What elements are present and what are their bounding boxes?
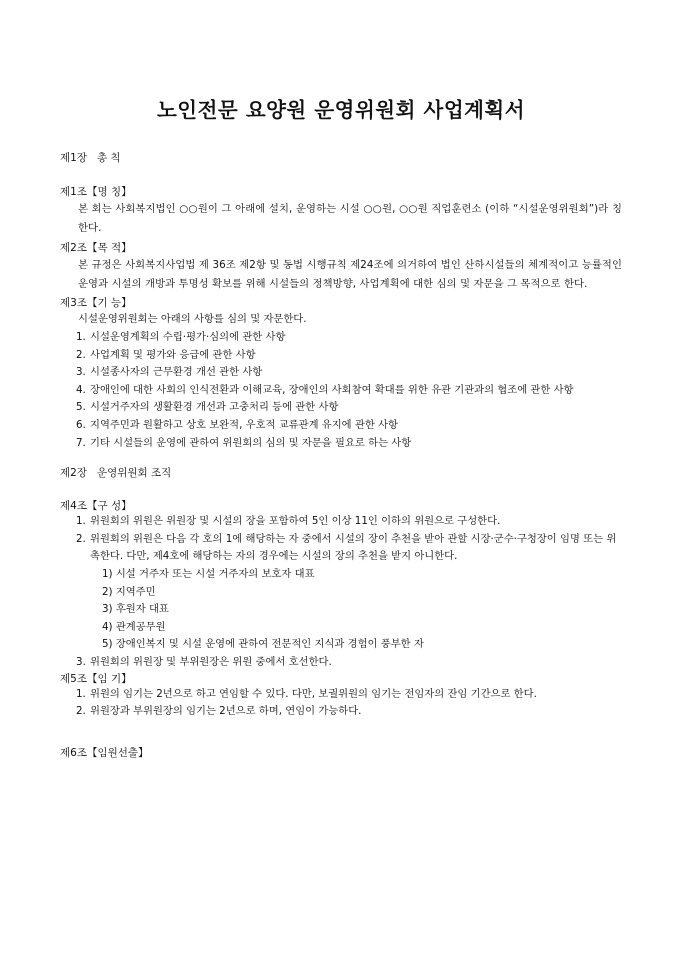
list-item: 1. 위원회의 위원은 위원장 및 시설의 장을 포함하여 5인 이상 11인 이하의 위원으로 구성한다.: [76, 515, 501, 528]
article-1-heading: 제1조【명 칭】: [60, 186, 132, 198]
list-item: 1. 시설운영계획의 수립·평가·심의에 관한 사항: [76, 331, 286, 343]
list-item: 1. 위원의 임기는 2년으로 하고 연임할 수 있다. 다만, 보궐위원의 임기는 전임자의 잔임 기간으로 한다.: [76, 687, 537, 700]
list-item: 7. 기타 시설들의 운영에 관하여 위원회의 심의 및 자문을 필요로 하는 사항: [76, 436, 412, 449]
list-item: 2. 위원장과 부위원장의 임기는 2년으로 하며, 연임이 가능하다.: [76, 705, 362, 718]
article-4-sublist: [60, 566, 622, 654]
chapter-1-name: 총 칙: [96, 152, 121, 164]
list-item: 5. 시설거주자의 생활환경 개선과 고충처리 등에 관한 사항: [76, 401, 339, 414]
chapter-2-label: 제2장: [60, 467, 87, 480]
article-5-list: [60, 686, 622, 721]
list-item: 4) 관계공무원: [102, 620, 166, 633]
list-item: 2. 사업계획 및 평가와 응급에 관한 사항: [76, 348, 256, 361]
article-2-body: 본 규정은 사회복지사업법 제 36조 제2항 및 동법 시행규칙 제24조에 의거하여 법인 산하시설들의 체계적이고 능률적인 운영과 시설의 개방과 투명성 확보를 위해 시설들의 정책방향, 사업계획에 대한 심의 및 자문을 그 목적으로 한다.: [78, 259, 622, 290]
list-item: 6. 지역주민과 원활하고 상호 보완적, 우호적 교류관계 유지에 관한 사항: [76, 418, 398, 431]
chapter-1-heading: [60, 151, 622, 165]
article-5-heading: 제5조【임 기】: [60, 672, 132, 685]
article-2-heading: 제2조【목 적】: [60, 242, 132, 254]
list-item: 3) 후원자 대표: [102, 603, 169, 616]
article-4-list: [60, 513, 622, 566]
article-3-list: [60, 329, 622, 452]
chapter-2-heading: [60, 466, 622, 480]
article-3-heading: 제3조【기 능】: [60, 297, 132, 309]
list-item: 3. 위원회의 위원장 및 부위원장은 위원 중에서 호선한다.: [76, 655, 332, 668]
chapter-1-label: 제1장: [60, 152, 87, 164]
list-item: 2) 지역주민: [102, 585, 156, 598]
article-6-heading: 제6조【임원선출】: [60, 746, 149, 759]
list-item: 2. 위원회의 위원은 다음 각 호의 1에 해당하는 자 중에서 시설의 장이 추천을 받아 관할 시장·군수·구청장이 임명 또는 위촉한다. 다만, 제4호에 해당하는 자의 경우에는 시설의 장의 추천을 받지 아니한다.: [76, 532, 617, 563]
article-1-body: 본 회는 사회복지법인 ○○원이 그 아래에 설치, 운영하는 시설 ○○원, ○○원 직업훈련소 (이하 “시설운영위원회”)라 칭한다.: [78, 203, 622, 234]
document-title: 노인전문 요양원 운영위원회 사업계획서: [156, 98, 526, 122]
chapter-2-name: 운영위원회 조직: [96, 467, 172, 480]
list-item: 4. 장애인에 대한 사회의 인식전환과 이해교육, 장애인의 사회참여 확대를 위한 유관 기관과의 협조에 관한 사항: [76, 383, 574, 396]
list-item: 1) 시설 거주자 또는 시설 거주자의 보호자 대표: [102, 567, 315, 580]
list-item: 5) 장애인복지 및 시설 운영에 관하여 전문적인 지식과 경험이 풍부한 자: [102, 638, 424, 651]
article-3-intro: 시설운영위원회는 아래의 사항를 심의 및 자문한다.: [78, 313, 307, 325]
list-item: 3. 시설종사자의 근무환경 개선 관한 사항: [76, 366, 263, 379]
article-4-heading: 제4조【구 성】: [60, 500, 132, 513]
article-4-list-end: [60, 654, 622, 672]
